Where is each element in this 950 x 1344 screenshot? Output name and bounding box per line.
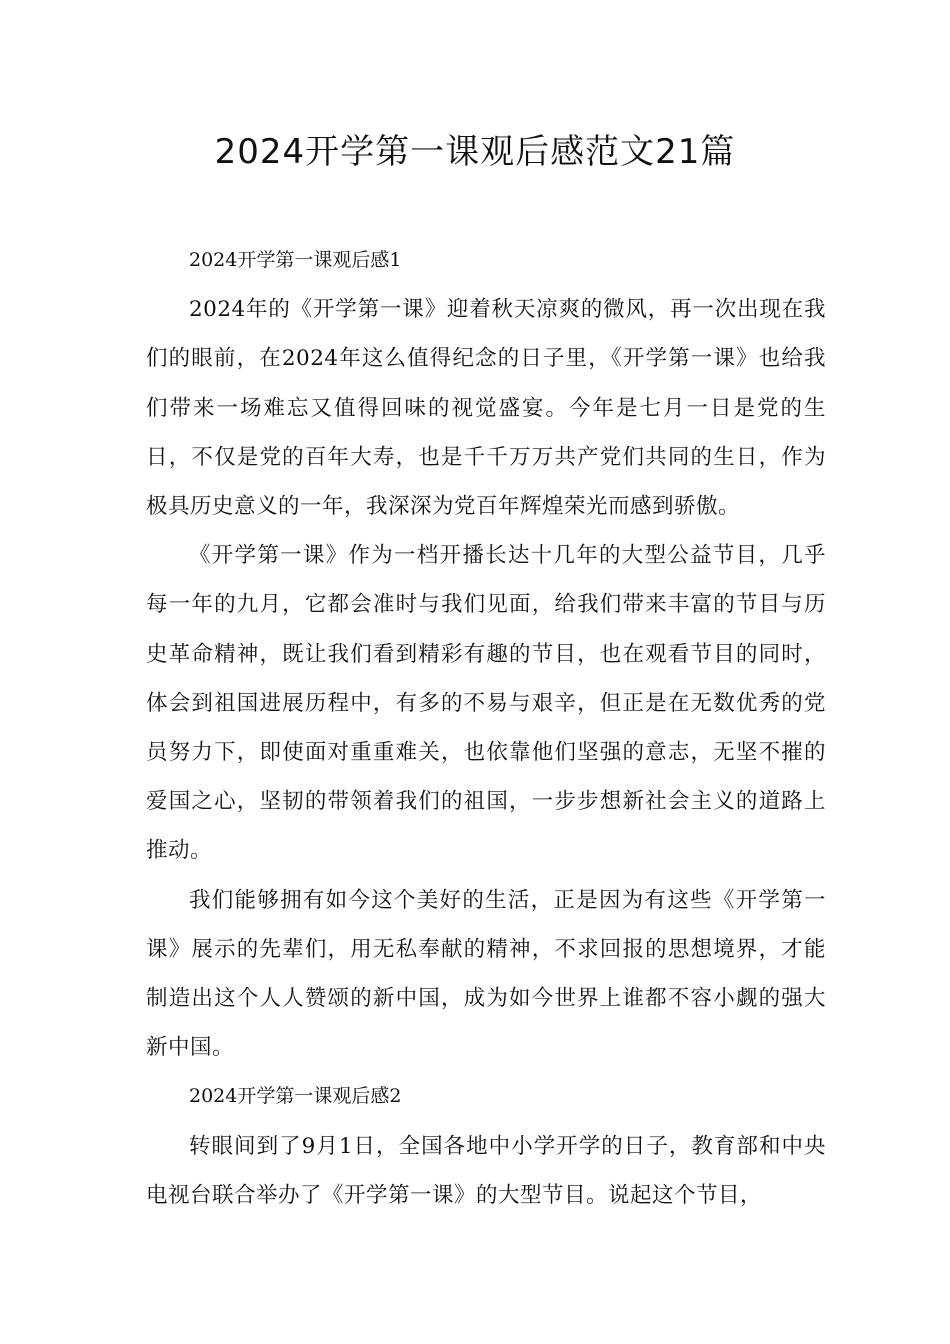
paragraph: 2024年的《开学第一课》迎着秋天凉爽的微风，再一次出现在我们的眼前，在2024年这么值得纪念的日子里，《开学第一课》也给我们带来一场难忘又值得回味的视觉盛宴。今年是七月一日是党的生日，不仅是党的百年大寿，也是千千万万共产党们共同的生日，作为极具历史意义的一年，我深深为党百年辉煌荣光而感到骄傲。 xyxy=(146,297,826,520)
document-title: 2024开学第一课观后感范文21篇 xyxy=(214,132,736,172)
paragraph: 我们能够拥有如今这个美好的生活，正是因为有这些《开学第一课》展示的先辈们，用无私奉献的精神，不求回报的思想境界，才能制造出这个人人赞颂的新中国，成为如今世界上谁都不容小觑的强大新中国。 xyxy=(146,887,826,1061)
paragraph: 《开学第一课》作为一档开播长达十几年的大型公益节目，几乎每一年的九月，它都会准时与我们见面，给我们带来丰富的节目与历史革命精神，既让我们看到精彩有趣的节目，也在观看节目的同时，体会到祖国进展历程中，有多的不易与艰辛，但正是在无数优秀的党员努力下，即使面对重重难关，也依靠他们坚强的意志，无坚不摧的爱国之心，坚韧的带领着我们的祖国，一步步想新社会主义的道路上推动。 xyxy=(146,543,826,864)
paragraph: 转眼间到了9月1日，全国各地中小学开学的日子，教育部和中央电视台联合举办了《开学第一课》的大型节目。说起这个节目， xyxy=(146,1133,826,1208)
section-heading-2: 2024开学第一课观后感2 xyxy=(189,1085,402,1108)
section-heading-1: 2024开学第一课观后感1 xyxy=(189,249,402,271)
document-body xyxy=(146,236,826,1220)
